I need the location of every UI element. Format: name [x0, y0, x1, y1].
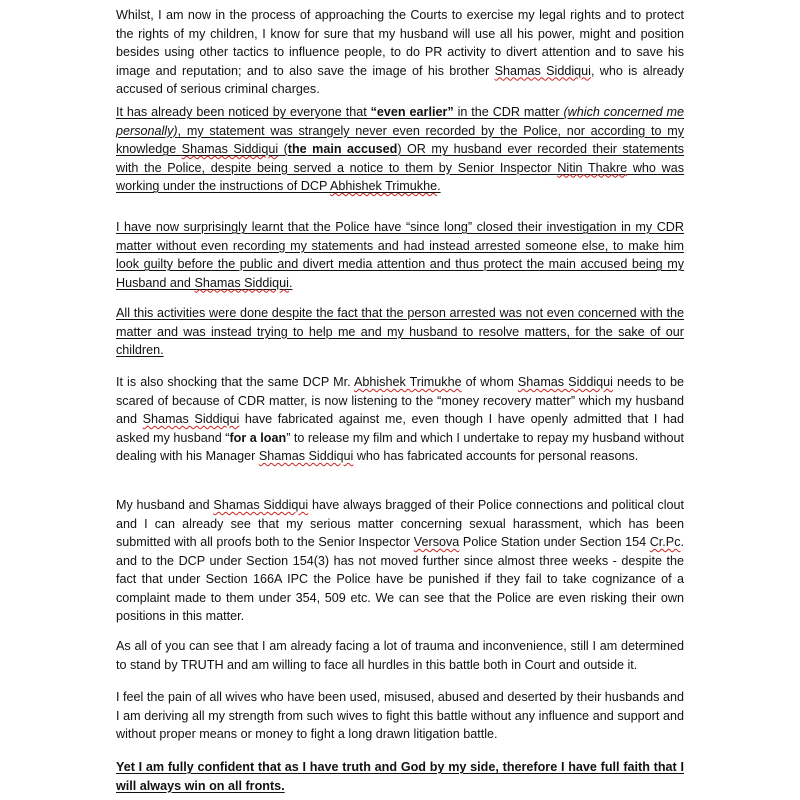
text-run: Whilst, I am now in the process of approaching the Courts to exercise my legal rights and to protect the rights of my children, I know for sure that my husband will use all his power, might and position besides using other tactics to influence people, to do PR activity to divert attention and to save his image and reputation; and to also save the image of his brother: [116, 8, 684, 78]
spellcheck-flagged-word: Shamas Siddiqui: [142, 412, 240, 426]
bold-text: Yet I am fully confident that as I have truth and God by my side, therefore I have full faith that I will always win on all fronts.: [116, 760, 684, 793]
paragraph-9-closing: [116, 758, 684, 795]
paragraph-6: [116, 496, 684, 626]
spellcheck-flagged-word: Shamas Siddiqui: [194, 275, 289, 290]
text-run: , who is already accused of serious criminal charges.: [116, 63, 685, 96]
text-run: It has already been noticed by everyone that: [116, 105, 371, 119]
text-run: have fabricated against me, even though I have openly admitted that I had asked my husband “: [116, 412, 684, 445]
spellcheck-flagged-word: Abhishek Trimukhe: [329, 179, 438, 193]
text-run: My husband and: [116, 498, 214, 512]
text-run: ) OR my husband ever recorded their statements with the Police, despite being served a notice to them by Senior Inspector: [116, 142, 684, 175]
text-run: in the CDR matter: [453, 105, 564, 119]
bold-text: the main accused: [287, 142, 398, 156]
text-run: I feel the pain of all wives who have been used, misused, abused and deserted by their husbands and I am deriving all my strength from such wives to fight this battle without any influence and support and without proper means or money to fight a long drawn litigation battle.: [116, 690, 684, 741]
text-run: .: [437, 179, 441, 193]
spellcheck-flagged-word: Cr.Pc: [649, 535, 681, 549]
text-run: Police Station under Section 154: [459, 535, 650, 549]
text-run: ” to release my film and which I undertake to repay my husband without dealing with his Manager: [116, 430, 685, 463]
text-run: of whom: [461, 375, 518, 389]
paragraph-4: [116, 304, 684, 360]
spellcheck-flagged-word: Versova: [413, 535, 460, 549]
bold-text: “even earlier”: [370, 105, 454, 119]
paragraph-3: [116, 218, 684, 292]
text-run: It is also shocking that the same DCP Mr.: [116, 375, 354, 389]
spellcheck-flagged-word: Abhishek Trimukhe: [353, 375, 462, 389]
spellcheck-flagged-word: Nitin Thakre: [557, 160, 628, 175]
text-run: I have now surprisingly learnt that the Police have “since long” closed their investigation in my CDR matter without even recording my statements and had instead arrested someone else, to make him look guilty before the public and divert media attention and thus protect the main accused being my Husband and: [116, 220, 684, 290]
text-run: .: [288, 275, 293, 290]
text-run: have always bragged of their Police connections and political clout and I can already see that my serious matter concerning sexual harassment, which has been submitted with all proofs both to the Senior Inspector: [116, 498, 684, 549]
text-run: All this activities were done despite the fact that the person arrested was not even concerned with the matter and was instead trying to help me and my husband to resolve matters, for the sake of our children.: [116, 306, 684, 357]
text-run: As all of you can see that I am already facing a lot of trauma and inconvenience, still I am determined to stand by TRUTH and am willing to face all hurdles in this battle both in Court and outside it.: [116, 639, 684, 672]
spellcheck-flagged-word: Shamas Siddiqui: [213, 498, 309, 512]
paragraph-8: [116, 688, 684, 744]
paragraph-2: [116, 103, 684, 196]
text-run: who was working under the instructions of DCP: [116, 160, 685, 193]
paragraph-5: [116, 373, 684, 466]
spellcheck-flagged-word: Shamas Siddiqui: [258, 449, 354, 463]
paragraph-7: [116, 637, 684, 674]
spellcheck-flagged-word: Shamas Siddiqui: [181, 142, 279, 156]
text-run: who has fabricated accounts for personal reasons.: [353, 449, 639, 463]
text-run: . and to the DCP under Section 154(3) has not moved further since almost three weeks - despite the fact that under Section 166A IPC the Police have be punished if they fail to take cognizance of a complaint made to them under 354, 509 etc. We can see that the Police are even risking their own positions in this matter.: [116, 535, 684, 623]
paragraph-1: [116, 6, 684, 99]
text-run: needs to be scared of because of CDR matter, is now listening to the “money recovery matter” which my husband and: [116, 375, 684, 426]
text-run: , my statement was strangely never even recorded by the Police, nor according to my knowledge: [116, 123, 684, 156]
text-run: (: [278, 142, 288, 156]
italic-text: (which concerned me personally): [116, 105, 684, 138]
spellcheck-flagged-word: Shamas Siddiqui: [494, 63, 591, 78]
spellcheck-flagged-word: Shamas Siddiqui: [517, 375, 613, 389]
bold-text: for a loan: [229, 430, 287, 445]
